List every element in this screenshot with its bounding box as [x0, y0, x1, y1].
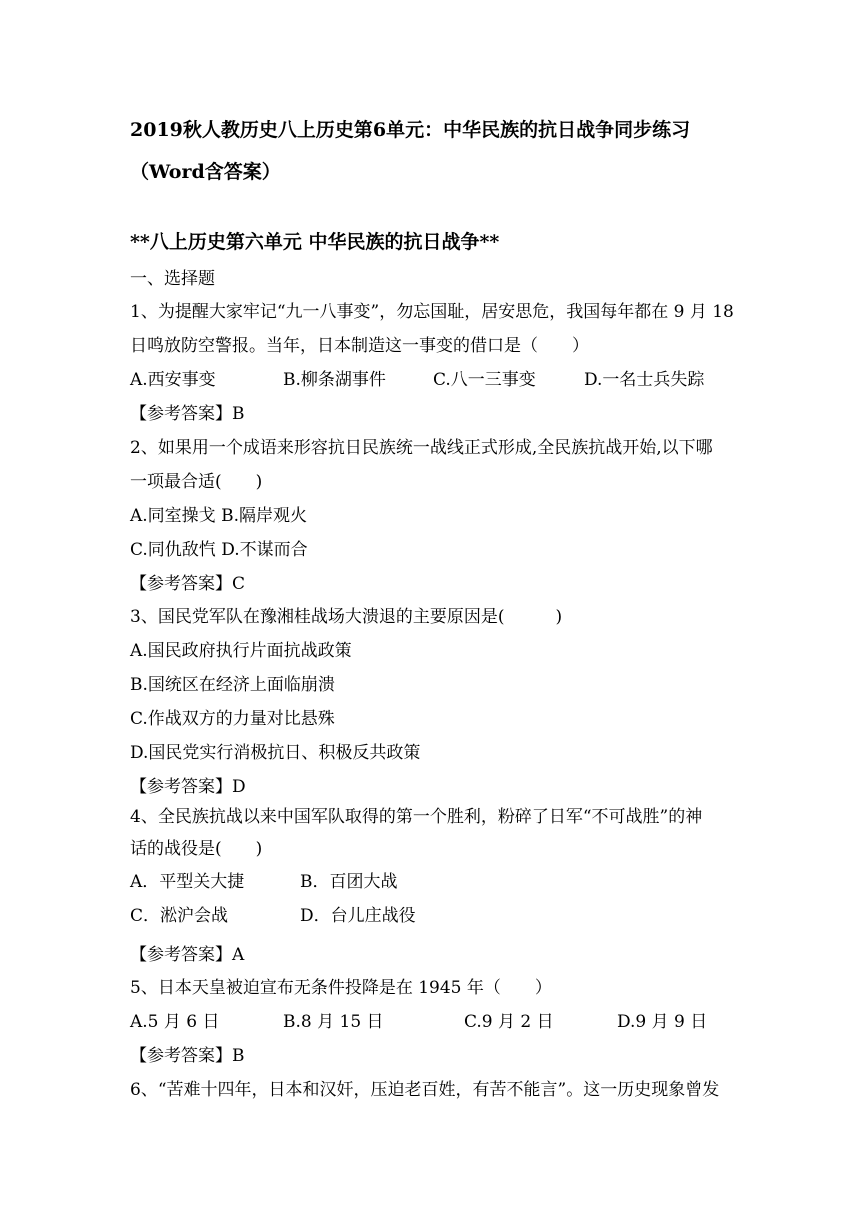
doc-title-line2: （Word含答案） [130, 161, 281, 183]
doc-title-line1: 2019秋人教历史八上历史第6单元：中华民族的抗日战争同步练习 [130, 119, 691, 141]
question-3-option-a: A.国民政府执行片面抗战政策 [130, 641, 352, 661]
question-2-stem-line2: 一项最合适( ) [130, 472, 263, 492]
question-4-option-d: D．台儿庄战役 [300, 906, 416, 926]
question-5-options [130, 1011, 750, 1033]
question-4-stem-line2: 话的战役是( ) [130, 839, 263, 859]
question-5-answer: 【参考答案】B [130, 1046, 245, 1066]
question-5-option-b: B.8 月 15 日 [283, 1012, 384, 1032]
question-5-stem: 5、日本天皇被迫宣布无条件投降是在 1945 年（ ） [130, 978, 552, 998]
question-1-option-a: A.西安事变 [130, 370, 216, 390]
question-6-stem-line1: 6、“苦难十四年，日本和汉奸，压迫老百姓，有苦不能言”。这一历史现象曾发 [130, 1080, 720, 1100]
question-4-option-a: A．平型关大捷 [130, 872, 245, 892]
question-5-option-a: A.5 月 6 日 [130, 1012, 220, 1032]
doc-subtitle: **八上历史第六单元 中华民族的抗日战争** [130, 231, 500, 253]
question-2-options-line2: C.同仇敌忾 D.不谋而合 [130, 540, 308, 560]
section-heading: 一、选择题 [130, 269, 215, 289]
question-1-option-d: D.一名士兵失踪 [584, 370, 705, 390]
question-3-option-d: D.国民党实行消极抗日、积极反共政策 [130, 743, 421, 763]
question-2-stem-line1: 2、如果用一个成语来形容抗日民族统一战线正式形成,全民族抗战开始,以下哪 [130, 438, 713, 458]
question-3-option-b: B.国统区在经济上面临崩溃 [130, 675, 335, 695]
question-4-stem-line1: 4、全民族抗战以来中国军队取得的第一个胜利，粉碎了日军“不可战胜”的神 [130, 807, 703, 827]
question-1-stem-line2: 日鸣放防空警报。当年，日本制造这一事变的借口是（ ） [130, 336, 589, 356]
question-2-answer: 【参考答案】C [130, 574, 246, 594]
question-1-stem-line1: 1、为提醒大家牢记“九一八事变”，勿忘国耻，居安思危，我国每年都在 9 月 18 [130, 302, 734, 322]
question-4-option-c: C．淞沪会战 [130, 906, 229, 926]
question-1-option-c: C.八一三事变 [433, 370, 536, 390]
question-1-option-b: B.柳条湖事件 [283, 370, 386, 390]
question-4-options-row1 [130, 871, 530, 893]
question-3-answer: 【参考答案】D [130, 777, 246, 797]
question-3-stem: 3、国民党军队在豫湘桂战场大溃退的主要原因是( ) [130, 607, 563, 627]
question-1-answer: 【参考答案】B [130, 404, 245, 424]
question-5-option-c: C.9 月 2 日 [464, 1012, 554, 1032]
question-3-option-c: C.作战双方的力量对比悬殊 [130, 709, 335, 729]
question-4-option-b: B．百团大战 [300, 872, 398, 892]
question-2-options-line1: A.同室操戈 B.隔岸观火 [130, 506, 307, 526]
question-4-answer: 【参考答案】A [130, 945, 245, 965]
question-1-options [130, 369, 750, 391]
question-4-options-row2 [130, 905, 530, 927]
question-5-option-d: D.9 月 9 日 [617, 1012, 708, 1032]
